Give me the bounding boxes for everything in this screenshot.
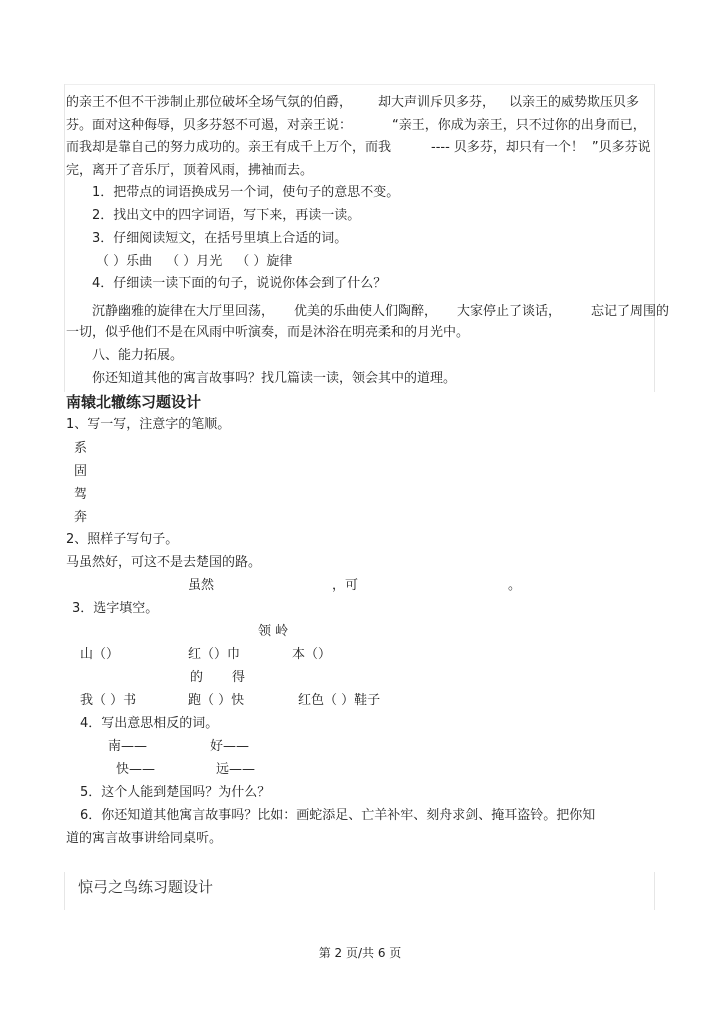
section3-right-border bbox=[654, 872, 655, 910]
part-8-heading: 八、能力拓展。 bbox=[92, 348, 184, 363]
frame-right-border bbox=[654, 84, 655, 392]
passage-line-2 bbox=[66, 117, 646, 135]
section2-q2: 2、照样子写句子。 bbox=[66, 532, 179, 547]
char-pair-1: 领 岭 bbox=[258, 624, 289, 639]
passage-line-1 bbox=[66, 94, 639, 112]
question-4: 4．仔细读一读下面的句子，说说你体会到了什么？ bbox=[92, 276, 387, 291]
passage-line-4: 完，离开了音乐厅，顶着风雨，拂袖而去。 bbox=[66, 163, 314, 178]
fill-pao: 跑（ ）快 bbox=[188, 693, 245, 708]
page-number: 第 2 页/共 6 页 bbox=[318, 946, 402, 960]
section2-q6-line-2: 道的寓言故事讲给同桌听。 bbox=[66, 831, 223, 846]
passage-line-3-part-3: ”贝多芬说 bbox=[591, 140, 651, 155]
section2-q5: 5．这个人能到楚国吗？为什么？ bbox=[80, 785, 271, 800]
section2-q1: 1、写一写，注意字的笔顺。 bbox=[66, 417, 231, 432]
frame-top-border bbox=[64, 84, 655, 85]
question-1: 1．把带点的词语换成另一个词，使句子的意思不变。 bbox=[92, 185, 400, 200]
question-4-sentence-line-1 bbox=[92, 303, 669, 321]
passage-line-3-part-1: 而我却是靠自己的努力成功的。亲王有成千上万个，而我 bbox=[66, 140, 392, 155]
sentence-part-4: 忘记了周围的 bbox=[591, 304, 670, 319]
passage-line-3-part-2: ---- 贝多芬，却只有一个！ bbox=[431, 140, 584, 155]
passage-line-2-part-2: “亲王，你成为亲王，只不过你的出身而已， bbox=[392, 118, 646, 133]
fill-hong: 红（）巾 bbox=[188, 647, 241, 662]
section2-q6-line-1: 6．你还知道其他寓言故事吗？比如：画蛇添足、亡羊补牢、刻舟求剑、掩耳盗铃。把你知 bbox=[80, 808, 596, 823]
char-ben: 奔 bbox=[74, 510, 88, 525]
pattern-suiran: 虽然 bbox=[188, 578, 215, 593]
antonym-hao: 好—— bbox=[210, 739, 250, 754]
sentence-part-2: 优美的乐曲使人们陶醉， bbox=[294, 304, 438, 319]
pattern-end: 。 bbox=[508, 578, 522, 593]
char-de-1: 的 bbox=[190, 670, 204, 685]
passage-line-1-part-3: 以亲王的威势欺压贝多 bbox=[509, 95, 640, 110]
section-title-jinggong: 惊弓之鸟练习题设计 bbox=[78, 878, 214, 896]
passage-line-3 bbox=[66, 139, 651, 157]
sentence-part-1: 沉静幽雅的旋律在大厅里回荡， bbox=[92, 304, 275, 319]
char-jia: 驾 bbox=[74, 487, 88, 502]
blank-item-2: （ ）月光 bbox=[166, 254, 223, 269]
blank-item-3: （ ）旋律 bbox=[236, 254, 293, 269]
passage-line-2-part-1: 芬。面对这种侮辱，贝多芬怒不可遏，对亲王说： bbox=[66, 118, 353, 133]
antonym-nan: 南—— bbox=[108, 739, 148, 754]
question-2: 2．找出文中的四字词语，写下来，再读一读。 bbox=[92, 208, 361, 223]
section2-q4: 4．写出意思相反的词。 bbox=[80, 716, 219, 731]
fill-hongse: 红色（ ）鞋子 bbox=[298, 693, 381, 708]
example-sentence: 马虽然好，可这不是去楚国的路。 bbox=[66, 555, 262, 570]
part-8-text: 你还知道其他的寓言故事吗？找几篇读一读，领会其中的道理。 bbox=[92, 371, 457, 386]
section-title-nanyuan: 南辕北辙练习题设计 bbox=[66, 393, 202, 411]
antonym-yuan: 远—— bbox=[216, 762, 256, 777]
fill-shan: 山（） bbox=[80, 647, 120, 662]
sentence-part-3: 大家停止了谈话， bbox=[457, 304, 562, 319]
section2-q3: 3．选字填空。 bbox=[72, 601, 159, 616]
question-3: 3．仔细阅读短文，在括号里填上合适的词。 bbox=[92, 231, 348, 246]
fill-ben: 本（） bbox=[292, 647, 332, 662]
char-gu: 固 bbox=[74, 464, 88, 479]
section3-left-border bbox=[64, 872, 65, 910]
frame-left-border bbox=[64, 84, 65, 392]
antonym-kuai: 快—— bbox=[116, 762, 156, 777]
question-4-sentence-line-2: 一切，似乎他们不是在风雨中听演奏，而是沐浴在明亮柔和的月光中。 bbox=[66, 325, 470, 340]
char-de-2: 得 bbox=[232, 670, 246, 685]
pattern-ke: ，可 bbox=[332, 578, 359, 593]
question-3-items bbox=[96, 253, 292, 271]
fill-wo: 我（ ）书 bbox=[80, 693, 137, 708]
passage-line-1-part-1: 的亲王不但不干涉制止那位破坏全场气氛的伯爵， bbox=[66, 95, 353, 110]
blank-item-1: （ ）乐曲 bbox=[96, 254, 153, 269]
char-xi: 系 bbox=[74, 441, 88, 456]
passage-line-1-part-2: 却大声训斥贝多芬， bbox=[378, 95, 496, 110]
